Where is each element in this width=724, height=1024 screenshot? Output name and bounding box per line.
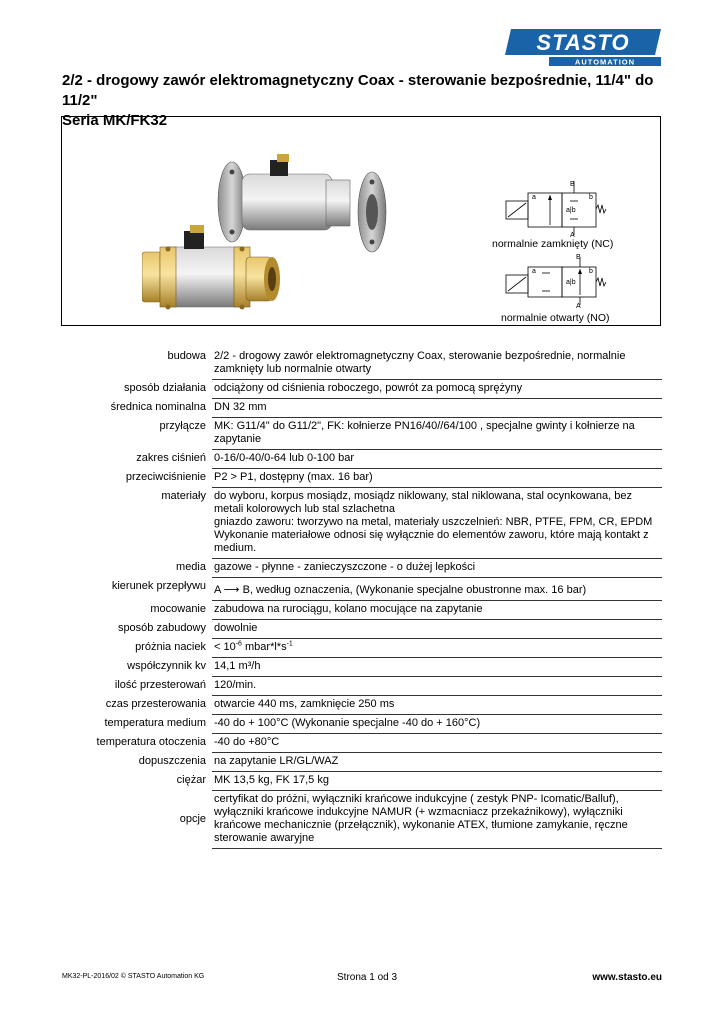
spec-row <box>62 639 662 658</box>
no-port-lower: A <box>576 303 581 309</box>
spec-row <box>62 772 662 791</box>
spec-value: certyfikat do próżni, wyłączniki krańcowe indukcyjne ( zestyk PNP- Icomatic/Balluf), wyłączniki krańcowe indukcyjne NAMUR (+ wzmacniacz przekaźnikowy), wyłączniki krańcowe mechanicznie (przełącznik), wykonanie ATEX, tłumione zamykanie, ręczne sterowanie awaryjne <box>212 791 662 849</box>
spec-row <box>62 380 662 399</box>
no-port-ab: a|b <box>566 279 576 286</box>
spec-label: ciężar <box>176 773 206 786</box>
nc-port-lower: A <box>570 232 575 237</box>
spec-table <box>62 348 662 849</box>
footer-copyright: MK32-PL-2016/02 © STASTO Automation KG <box>62 973 205 980</box>
spec-value: DN 32 mm <box>212 399 662 418</box>
spec-value: -40 do + 100°C (Wykonanie specjalne -40 do + 160°C) <box>212 715 662 734</box>
spec-value-line: gniazdo zaworu: tworzywo na metal, materiały uszczelnień: NBR, PTFE, FPM, CR, EPDM <box>214 516 653 528</box>
footer-website: www.stasto.eu <box>592 972 662 983</box>
no-port-b: b <box>589 268 593 275</box>
steel-flanged-valve <box>218 154 386 252</box>
spec-label: ilość przesterowań <box>114 678 206 691</box>
spec-label: próżnia naciek <box>135 640 206 653</box>
spec-row <box>62 559 662 578</box>
spec-row <box>62 715 662 734</box>
spec-row <box>62 734 662 753</box>
spec-label: przeciwciśnienie <box>125 470 206 483</box>
nc-port-a: a <box>532 194 536 201</box>
no-port-a: a <box>532 268 536 275</box>
spec-label: temperatura medium <box>104 716 206 729</box>
title-line-2: Seria MK/FK32 <box>62 112 168 129</box>
spec-label: materiały <box>161 489 206 502</box>
nc-valve-symbol <box>502 179 610 237</box>
spec-row <box>62 677 662 696</box>
vacuum-exponent-2: -1 <box>286 640 293 648</box>
spec-value: 0-16/0-40/0-64 lub 0-100 bar <box>212 450 662 469</box>
vacuum-value-unit: mbar*l*s <box>241 641 287 653</box>
spec-value-line: do wyboru, korpus mosiądz, mosiądz niklowany, stal niklowana, stal ocynkowana, bez metali kolorowych lub stal szlachetna <box>214 490 632 515</box>
spec-label: dopuszczenia <box>138 754 206 767</box>
spec-value: otwarcie 440 ms, zamknięcie 250 ms <box>212 696 662 715</box>
spec-label: sposób zabudowy <box>117 621 206 634</box>
no-valve-symbol <box>502 253 610 309</box>
spec-row <box>62 450 662 469</box>
spec-value: A ⟶ B, według oznaczenia, (Wykonanie specjalne obustronne max. 16 bar) <box>212 578 662 601</box>
spec-value: MK 13,5 kg, FK 17,5 kg <box>212 772 662 791</box>
logo-sub-text: AUTOMATION <box>574 57 636 67</box>
nc-port-b: b <box>589 194 593 201</box>
spec-value: odciążony od ciśnienia roboczego, powrót za pomocą sprężyny <box>212 380 662 399</box>
spec-value: P2 > P1, dostępny (max. 16 bar) <box>212 469 662 488</box>
spec-row <box>62 791 662 849</box>
spec-value: dowolnie <box>212 620 662 639</box>
spec-value: na zapytanie LR/GL/WAZ <box>212 753 662 772</box>
nc-port-ab: a|b <box>566 207 576 214</box>
product-figure-box <box>61 116 661 326</box>
spec-value: zabudowa na rurociągu, kolano mocujące na zapytanie <box>212 601 662 620</box>
spec-row <box>62 399 662 418</box>
spec-row <box>62 418 662 450</box>
spec-value: gazowe - płynne - zanieczyszczone - o dużej lepkości <box>212 559 662 578</box>
spec-row <box>62 696 662 715</box>
spec-value: -40 do +80°C <box>212 734 662 753</box>
spec-label: czas przesterowania <box>105 697 206 710</box>
spec-label: zakres ciśnień <box>136 451 206 464</box>
footer-page-number: Strona 1 od 3 <box>337 972 398 983</box>
no-caption: normalnie otwarty (NO) <box>501 312 610 324</box>
spec-row <box>62 620 662 639</box>
spec-label: przyłącze <box>159 419 206 432</box>
spec-label: współczynnik kv <box>127 659 206 672</box>
spec-row <box>62 488 662 559</box>
spec-value: 14,1 m³/h <box>212 658 662 677</box>
title-line-1: 2/2 - drogowy zawór elektromagnetyczny Coax - sterowanie bezpośrednie, 11/4" do 11/2" <box>62 72 654 109</box>
logo-brand-text: STASTO <box>536 30 630 55</box>
spec-value <box>212 639 662 658</box>
spec-value-line: Wykonanie materiałowe odnosi się wyłącznie do elementów zaworu, które mają kontakt z medium. <box>214 529 649 554</box>
spec-row <box>62 578 662 601</box>
spec-label: temperatura otoczenia <box>96 735 206 748</box>
spec-label: budowa <box>167 350 206 362</box>
spec-label: średnica nominalna <box>110 400 206 413</box>
spec-row <box>62 601 662 620</box>
spec-value <box>212 488 662 559</box>
spec-row <box>62 348 662 380</box>
vacuum-exponent-1: -6 <box>235 640 242 648</box>
brass-threaded-valve <box>142 225 280 310</box>
spec-value: 2/2 - drogowy zawór elektromagnetyczny Coax, sterowanie bezpośrednie, normalnie zamknięty lub normalnie otwarty <box>212 348 662 380</box>
nc-caption: normalnie zamknięty (NC) <box>492 238 614 250</box>
no-port-upper: B <box>576 254 581 261</box>
spec-label: kierunek przepływu <box>111 579 206 592</box>
vacuum-value-base: < 10 <box>214 641 236 653</box>
spec-value: MK: G11/4" do G11/2", FK: kołnierze PN16/40//64/100 , specjalne gwinty i kołnierze na zapytanie <box>212 418 662 450</box>
spec-label: sposób działania <box>124 381 206 394</box>
spec-row <box>62 658 662 677</box>
spec-label: mocowanie <box>150 602 206 615</box>
spec-row <box>62 469 662 488</box>
spec-label: opcje <box>179 812 206 825</box>
valve-product-illustration <box>142 147 442 322</box>
spec-label: media <box>176 560 206 573</box>
spec-value: 120/min. <box>212 677 662 696</box>
spec-row <box>62 753 662 772</box>
nc-port-upper: B <box>570 181 575 188</box>
stasto-logo <box>505 27 663 67</box>
